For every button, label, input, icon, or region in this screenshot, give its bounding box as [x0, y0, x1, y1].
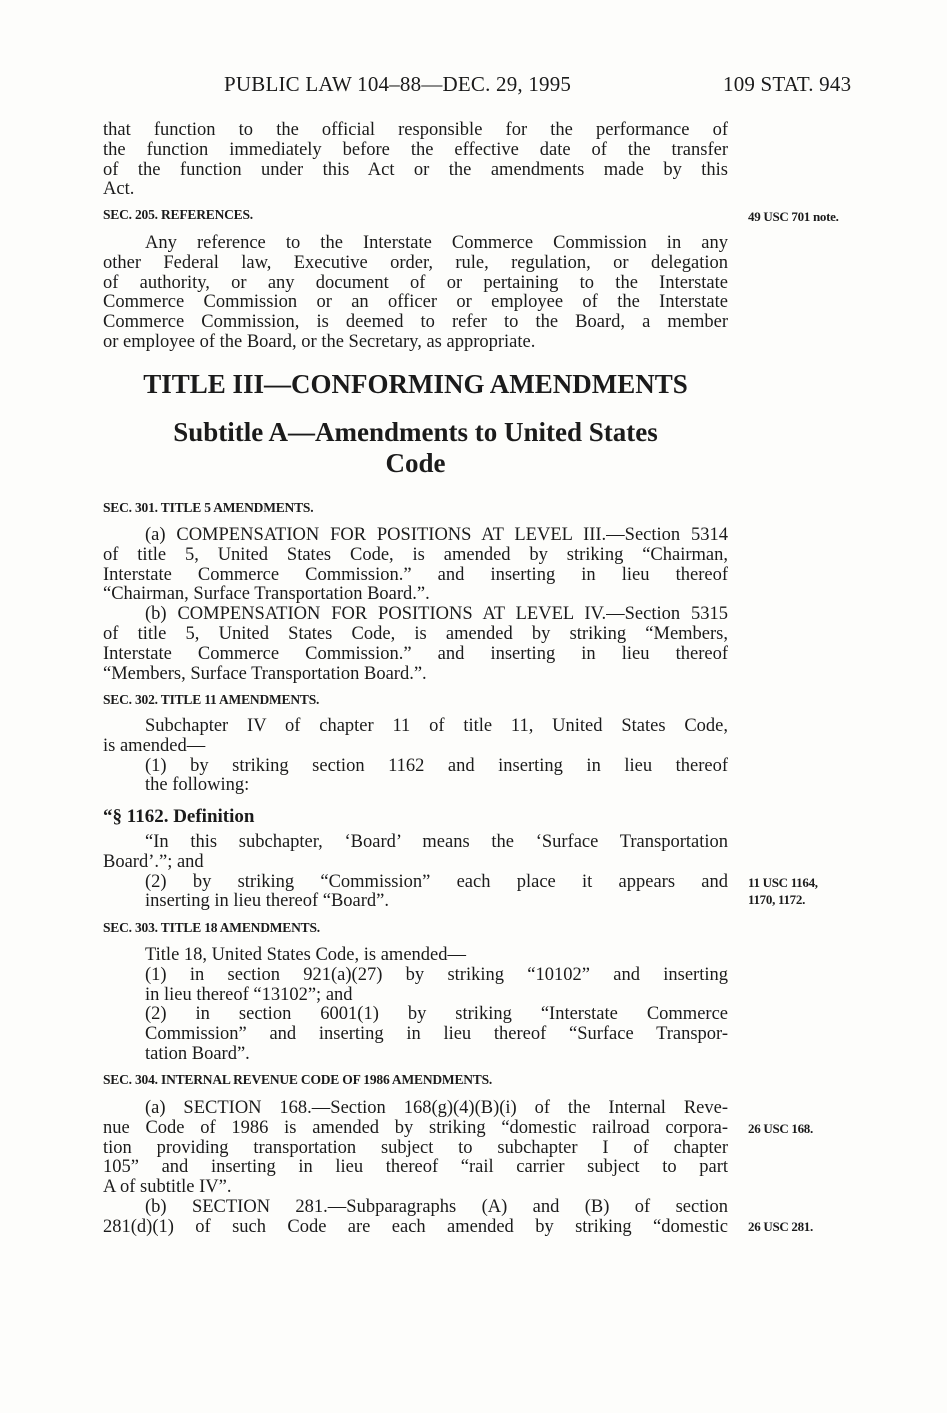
- text-line: (1) by striking section 1162 and inserting in lieu thereof: [145, 756, 728, 776]
- text-line: Subchapter IV of chapter 11 of title 11, United States Code,: [145, 717, 728, 736]
- paragraph-title11: [103, 717, 728, 796]
- section-1162-heading: “§ 1162. Definition: [103, 806, 255, 827]
- margin-note: [748, 874, 818, 908]
- text-line: Act.: [103, 179, 135, 200]
- running-header-title: PUBLIC LAW 104–88—DEC. 29, 1995: [224, 72, 572, 96]
- text-line: (a) COMPENSATION FOR POSITIONS AT LEVEL III.—Section 5314: [145, 526, 728, 545]
- paragraph-transfer: [103, 121, 728, 200]
- text-line: Board’.”; and: [103, 851, 204, 872]
- page-stat-number: 109 STAT. 943: [723, 72, 852, 96]
- text-line: A of subtitle IV”.: [103, 1177, 232, 1198]
- text-line: (b) COMPENSATION FOR POSITIONS AT LEVEL IV.—Section 5315: [145, 605, 728, 625]
- text-line: Commerce Commission or an officer or employee of the Interstate: [103, 293, 728, 313]
- section-301-heading: SEC. 301. TITLE 5 AMENDMENTS.: [103, 500, 314, 515]
- text-line: “Members, Surface Transportation Board.”.: [103, 663, 427, 684]
- text-line: or employee of the Board, or the Secretary, as appropriate.: [103, 331, 536, 352]
- section-303-heading: SEC. 303. TITLE 18 AMENDMENTS.: [103, 920, 320, 935]
- text-line: (1) in section 921(a)(27) by striking “10102” and inserting: [145, 965, 728, 985]
- text-line: in lieu thereof “13102”; and: [145, 984, 353, 1005]
- text-line: Title 18, United States Code, is amended—: [145, 945, 466, 965]
- subtitle-heading: [103, 417, 728, 479]
- margin-note: 26 USC 168.: [748, 1121, 813, 1136]
- text-line: is amended—: [103, 735, 206, 756]
- text-line: Commission” and inserting in lieu thereof “Surface Transpor-: [145, 1025, 728, 1045]
- text-line: “Chairman, Surface Transportation Board.”.: [103, 584, 430, 605]
- text-line: other Federal law, Executive order, rule, regulation, or delegation: [103, 253, 728, 273]
- text-line: inserting in lieu thereof “Board”.: [145, 891, 390, 912]
- text-line: that function to the official responsible for the performance of: [103, 121, 728, 140]
- margin-note: 49 USC 701 note.: [748, 209, 839, 224]
- margin-note-line: 1170, 1172.: [748, 892, 806, 907]
- text-line: tation Board”.: [145, 1043, 250, 1064]
- section-304-heading: SEC. 304. INTERNAL REVENUE CODE OF 1986 AMENDMENTS.: [103, 1072, 493, 1087]
- text-line: nue Code of 1986 is amended by striking “domestic railroad corpora-: [103, 1118, 728, 1138]
- section-205-heading: SEC. 205. REFERENCES.: [103, 207, 253, 222]
- text-line: (2) in section 6001(1) by striking “Interstate Commerce: [145, 1005, 728, 1025]
- text-line: of authority, or any document of or pertaining to the Interstate: [103, 273, 728, 293]
- text-line: the function immediately before the effective date of the transfer: [103, 140, 728, 160]
- text-line: 105” and inserting in lieu thereof “rail carrier subject to part: [103, 1158, 728, 1178]
- paragraph-references: [103, 234, 728, 353]
- text-line: of the function under this Act or the amendments made by this: [103, 160, 728, 180]
- text-line: Commerce Commission, is deemed to refer to the Board, a member: [103, 313, 728, 333]
- paragraph-title5: [103, 526, 728, 684]
- text-line: Interstate Commerce Commission.” and inserting in lieu thereof: [103, 565, 728, 585]
- title-heading: TITLE III—CONFORMING AMENDMENTS: [143, 369, 688, 399]
- margin-note: 26 USC 281.: [748, 1219, 813, 1234]
- text-line: Any reference to the Interstate Commerce Commission in any: [145, 234, 728, 253]
- text-line: of title 5, United States Code, is amended by striking “Members,: [103, 624, 728, 644]
- text-line: tion providing transportation subject to subchapter I of chapter: [103, 1138, 728, 1158]
- paragraph-irc: [103, 1099, 728, 1238]
- paragraph-definition: [103, 833, 728, 912]
- text-line: (a) SECTION 168.—Section 168(g)(4)(B)(i) of the Internal Reve-: [145, 1099, 728, 1118]
- text-line: Interstate Commerce Commission.” and inserting in lieu thereof: [103, 644, 728, 664]
- section-302-heading: SEC. 302. TITLE 11 AMENDMENTS.: [103, 692, 320, 707]
- text-line: of title 5, United States Code, is amended by striking “Chairman,: [103, 545, 728, 565]
- paragraph-title18: [103, 946, 728, 1065]
- subtitle-line: Subtitle A—Amendments to United States: [173, 417, 658, 447]
- text-line: (2) by striking “Commission” each place it appears and: [145, 872, 728, 892]
- text-line: 281(d)(1) of such Code are each amended by striking “domestic: [103, 1217, 728, 1237]
- subtitle-line: Code: [385, 448, 446, 478]
- text-line: (b) SECTION 281.—Subparagraphs (A) and (B) of section: [145, 1197, 728, 1217]
- text-line: the following:: [145, 775, 250, 796]
- text-line: “In this subchapter, ‘Board’ means the ‘Surface Transportation: [145, 833, 728, 852]
- margin-note-line: 11 USC 1164,: [748, 875, 818, 890]
